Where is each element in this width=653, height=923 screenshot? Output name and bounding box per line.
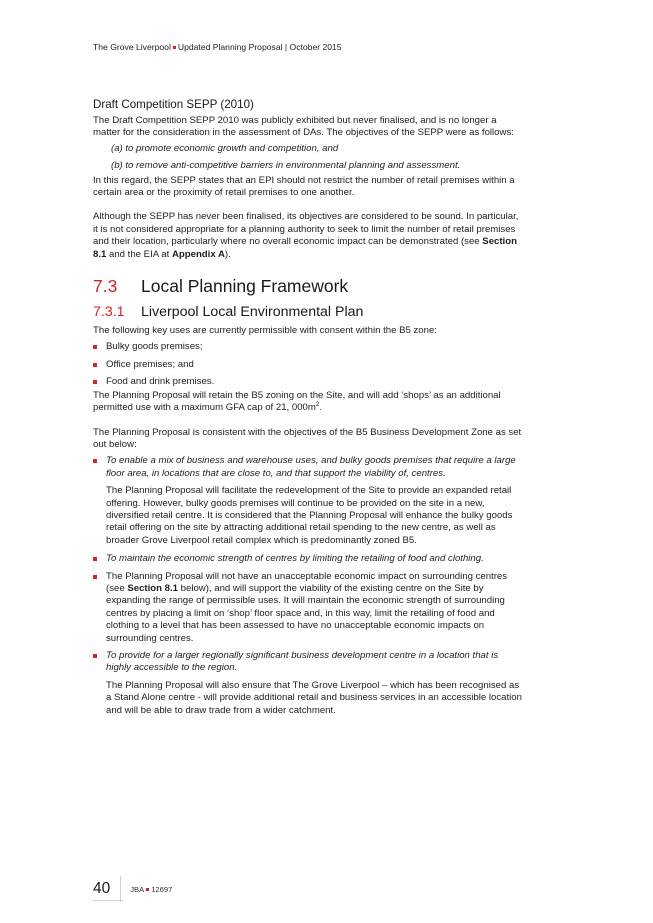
page-footer [93, 878, 172, 900]
permissible-uses-list [93, 341, 525, 388]
draft-sepp-para2: In this regard, the SEPP states that an EPI should not restrict the number of retail premises within a certain area or the proximity of retail premises to one another. [93, 174, 515, 199]
sepp-objective-b: (b) to remove anti-competitive barriers in environmental planning and assessment. [111, 160, 461, 172]
objective-1-response: The Planning Proposal will facilitate the redevelopment of the Site to provide an expanded retail offering. However, bulky goods premises will continue to be provided on the site in a new, diversified retail centre. It is considered that the Planning Proposal will enhance the bulky goods retail offering on the site by attracting additional retail spending to the new centre, as well as broader Grove Liverpool retail complex which is predominantly zoned B5. [106, 485, 513, 546]
section-ref-link: Section 8.1 [127, 582, 178, 594]
b5-intro: The following key uses are currently permissible with consent within the B5 zone: [93, 325, 437, 337]
objective-2-response [93, 571, 525, 645]
footer-divider [120, 876, 121, 902]
footer-job-number: 12697 [151, 884, 173, 894]
section-number: 7.3 [93, 276, 118, 297]
draft-sepp-heading: Draft Competition SEPP (2010) [93, 98, 254, 111]
page-number: 40 [93, 880, 111, 897]
running-header [93, 42, 342, 52]
appendix-ref-link: Appendix A [171, 248, 225, 260]
retain-end: . [319, 402, 323, 414]
para3-mid: and the EIA at [106, 248, 172, 260]
subsection-title: Liverpool Local Environmental Plan [141, 304, 364, 321]
footer-org: JBA [130, 884, 145, 894]
section-7-3-heading [93, 275, 525, 297]
objective-3-response: The Planning Proposal will also ensure that The Grove Liverpool – which has been recognised as a Stand Alone centre - will provide additional retail and business services in an accessible location and will be able to draw trade from a wider catchment. [106, 679, 522, 716]
zone-objectives-list [93, 455, 525, 480]
zone-objective-3: To provide for a larger regionally significant business development centre in a location that is highly accessible to the region. [93, 650, 525, 675]
header-separator-dot [173, 46, 176, 49]
obj2-text: The Planning Proposal will not have an unacceptable economic impact on surrounding centres (see [106, 570, 508, 594]
zone-objective-1: To enable a mix of business and warehouse uses, and bulky goods premises that require a large floor area, in locations that are close to, and that support the viability of, centres. [93, 455, 525, 480]
obj2-text-end: below), and will support the viability of the existing centre on the Site by expanding the range of permissible uses. It will maintain the economic strength of surrounding centres by placing a limit on ‘shop’ floor space and, in this way, limit the retailing of food and clothing to a level that has been assessed to have no unacceptable economic impacts on surrounding centres. [106, 582, 505, 644]
list-item: Bulky goods premises; [93, 341, 525, 353]
section-7-3-1-heading [93, 303, 525, 321]
zone-objective-2: To maintain the economic strength of centres by limiting the retailing of food and clothing. [93, 553, 525, 565]
draft-sepp-para3 [93, 211, 525, 261]
footer-rule [93, 900, 123, 901]
sepp-objective-a: (a) to promote economic growth and competition, and [111, 142, 339, 154]
retain-text: The Planning Proposal will retain the B5 zoning on the Site, and will add ‘shops’ as an additional permitted use with a maximum GFA cap of 21, 000m [93, 389, 501, 414]
superscript-2: 2 [315, 400, 320, 408]
consistent-para: The Planning Proposal is consistent with the objectives of the B5 Business Development Zone as set out below: [93, 426, 522, 450]
section-title: Local Planning Framework [141, 276, 349, 297]
para3-text: Although the SEPP has never been finalised, its objectives are considered to be sound. In particular, it is not considered appropriate for a planning authority to seek to limit the number of retail premises and their location, particularly where no overall economic impact can be demonstrated (see [93, 211, 519, 248]
header-project: The Grove Liverpool [93, 42, 171, 52]
retain-zoning-para [93, 390, 525, 415]
sepp-objectives-list [93, 143, 525, 173]
page-body [93, 98, 525, 723]
draft-sepp-intro: The Draft Competition SEPP 2010 was publicly exhibited but never finalised, and is no longer a matter for the consideration in the assessment of DAs. The objectives of the SEPP were as follows: [93, 115, 514, 139]
section-ref-link: Section 8.1 [93, 236, 517, 260]
footer-separator-dot [146, 888, 149, 891]
list-item: Food and drink premises. [93, 376, 525, 388]
subsection-number: 7.3.1 [93, 304, 125, 321]
header-doc-info: Updated Planning Proposal | October 2015 [177, 42, 342, 52]
para3-end: ). [224, 248, 231, 260]
footer-ref [130, 885, 172, 894]
list-item: Office premises; and [93, 359, 525, 371]
zone-objectives-list-2 [93, 553, 525, 675]
